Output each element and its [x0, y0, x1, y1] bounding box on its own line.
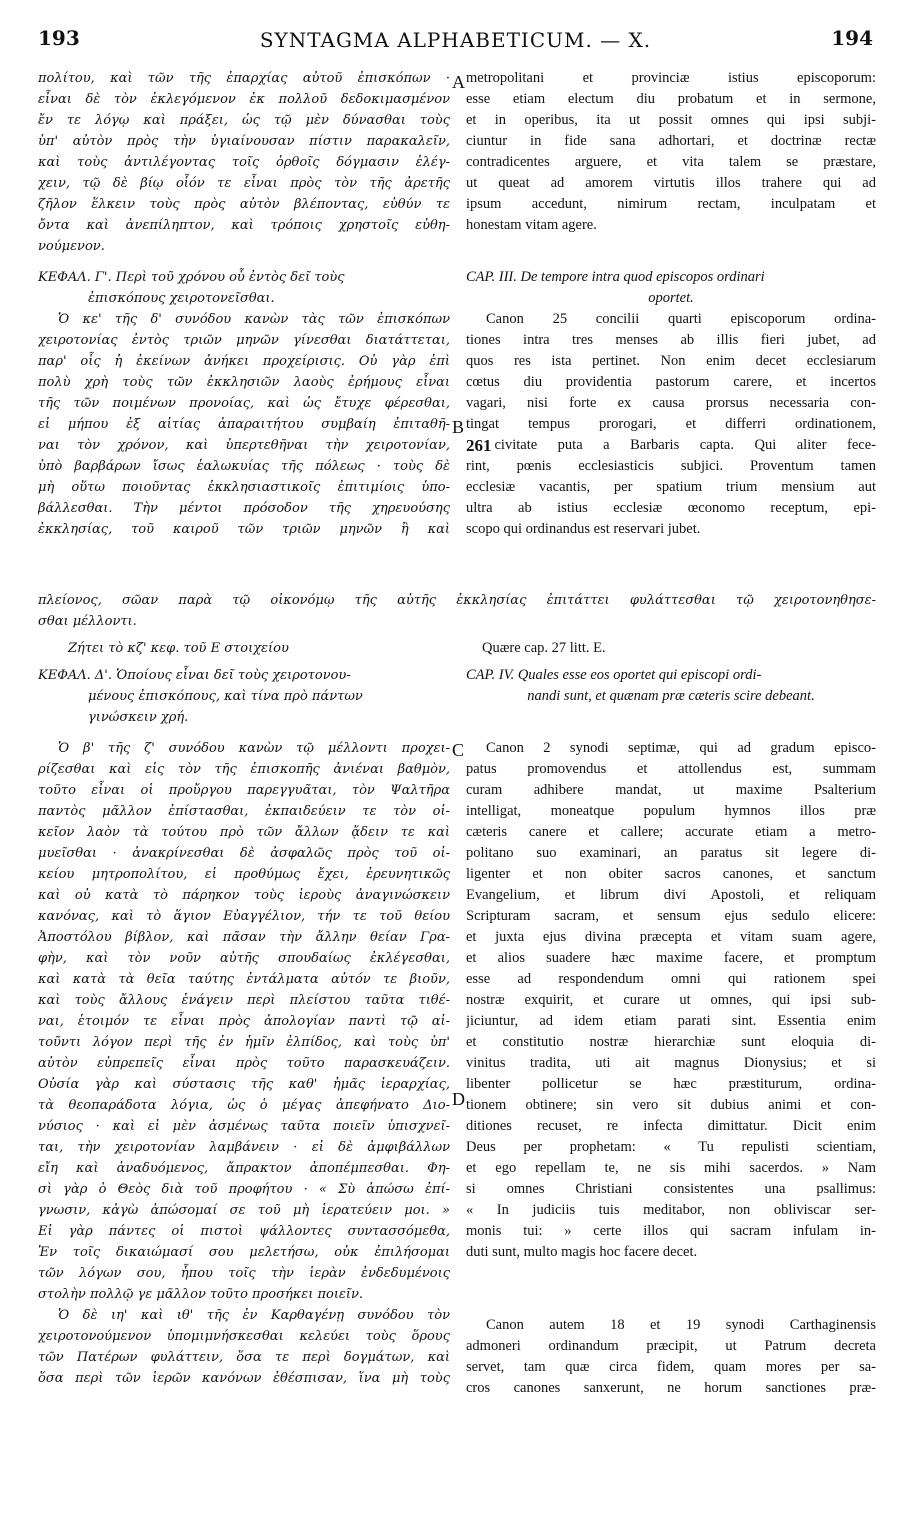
text-line: αὐτὸν εὐπρεπεῖς εἶναι πρὸς τοῦτο παρασκευάζειν. — [38, 1056, 450, 1071]
text-line: ὑπ' αὐτὸν πρὸς τὴν ὑγιαίνουσαν πίστιν παρακαλεῖν, — [38, 134, 450, 149]
chapter-heading-4-latin: CAP. IV. Quales esse eos oportet qui episcopi ordi- — [466, 667, 762, 683]
text-line: Canon 25 concilii quarti episcoporum ordina- — [486, 311, 876, 327]
page-number-left: 193 — [38, 26, 80, 50]
text-line: ναι, ἑτοιμόν τε εἶναι πρὸς ἀπολογίαν παντὶ τῷ αἰ- — [38, 1014, 450, 1029]
text-line: et constitutio nostræ hierarchiæ sunt eloquia di- — [466, 1034, 876, 1050]
text-line: γνωσιν, κἀγὼ ἀπώσομαί σε τοῦ μὴ ἱερατεύειν μοι. » — [38, 1203, 450, 1218]
text-line: admoneri ordinandum præcipit, ut Patrum decreta — [466, 1338, 876, 1354]
text-line: χειροτονίας ἐντὸς τριῶν μηνῶν γίνεσθαι διατάττεται, — [38, 333, 450, 348]
text-line: τοῦτο εἶναι οἱ προὔργου παρεγγυᾶται, τὸν Ψαλτῆρα — [38, 783, 450, 798]
text-line: ut queat ad amorem virtutis illos trahere qui ad — [466, 175, 876, 191]
spanning-text — [38, 590, 876, 632]
text-line: tingat tempus prorogari, et differri ordinationem, — [466, 416, 876, 432]
chapter-heading-3-greek-cont: ἐπισκόπους χειροτονεῖσθαι. — [88, 291, 275, 306]
running-header — [0, 26, 911, 56]
text-line: Deus per prophetam: « Tu repulisti scientiam, — [466, 1139, 876, 1155]
chapter-heading-3-latin: CAP. III. De tempore intra quod episcopos ordinari — [466, 269, 765, 285]
text-line: Ὁ β' τῆς ζ' συνόδου κανὼν τῷ μέλλοντι προχει- — [58, 741, 450, 756]
cross-reference-greek: Ζήτει τὸ κζ' κεφ. τοῦ Ε στοιχείου — [68, 641, 289, 656]
text-line: παντὸς μᾶλλον ἐπίστασθαι, ἐκπαιδεύειν τε τὸν οἰ- — [38, 804, 450, 819]
text-line: et ego repellam te, ne sis mihi sacerdos. » Nam — [466, 1160, 876, 1176]
text-line: Evangelium, et librum divi Apostoli, et reliquam — [466, 887, 876, 903]
text-line: ultra ab istius ecclesiæ œconomo receptum, epi- — [466, 500, 876, 516]
text-line: civitate puta a Barbaris capta. Qui aliter fece- — [494, 437, 876, 453]
text-line: τοῦντι λόγον περὶ τῆς ἐν ἡμῖν ἐλπίδος, καὶ τοὺς ὑπ' — [38, 1035, 450, 1050]
text-line: ὄντα καὶ ἀνεπίληπτον, καὶ τρόποις χρηστοῖς εὐθη- — [38, 218, 450, 233]
text-line: Ἐν τοῖς δικαιώμασί σου μελετήσω, οὐκ ἐπιλήσομαι — [38, 1245, 450, 1260]
chapter-heading-3-greek: ΚΕΦΑΛ. Γ'. Περὶ τοῦ χρόνου οὗ ἐντὸς δεῖ τοὺς — [38, 270, 345, 285]
chapter-heading-4-greek-cont: γινώσκειν χρή. — [88, 710, 189, 725]
text-line-with-marker — [466, 435, 876, 456]
text-line: πολὺ χρὴ τοὺς τῶν ἐκκλησιῶν λαοὺς ἐρήμους εἶναι — [38, 375, 450, 390]
text-line: ἔν τε λόγῳ καὶ πράξει, ὡς τῷ μὲν δύνασθαι τοὺς — [38, 113, 450, 128]
latin-column-lower — [466, 638, 876, 1399]
text-line: καὶ τοὺς ἄλλους ἐνάγειν περὶ πλείστου ταῦτα τιθέ- — [38, 993, 450, 1008]
text-line: τῶν Πατέρων φυλάττειν, ὅσα τε περὶ δογμάτων, καὶ — [38, 1350, 450, 1365]
text-line: politano suo examinari, an paratus sit legere di- — [466, 845, 876, 861]
text-line: cæteris canere et callere; accurate etiam a metro- — [466, 824, 876, 840]
text-line: πλείονος, σῶαν παρὰ τῷ οἰκονόμῳ τῆς αὐτῆς ἐκκλησίας ἐπιτάττει φυλάττεσθαι τῷ χειροτονηθησε- — [38, 593, 876, 608]
text-line: χειν, τῷ δὲ βίῳ οἷόν τε εἶναι πρὸς τὸν τῆς ἀρετῆς — [38, 176, 450, 191]
text-line: tionem obtinere; sin vero sit dubius animi et con- — [466, 1097, 876, 1113]
text-line: vagari, nisi forte ex causa prorsus necessaria con- — [466, 395, 876, 411]
text-line: jiciuntur, ad idem etiam parati sint. Essentia enim — [466, 1013, 876, 1029]
text-line: nostræ exquirit, et curare ut omnes, qui ipsi sub- — [466, 992, 876, 1008]
text-line: μυεῖσθαι · ἀνακρίνεσθαι δὲ ἀσφαλῶς πρὸς τοῦ οἰ- — [38, 846, 450, 861]
text-line: ipsum accedunt, nimirum rectam, inculpatam et — [466, 196, 876, 212]
text-line: et juxta ejus divina præcepta et vitam suam agere, — [466, 929, 876, 945]
margin-letter-b: B — [452, 417, 465, 437]
text-line: esse etiam electum diu probatum et in sermone, — [466, 91, 876, 107]
chapter-heading-4-latin-cont: nandi sunt, et quænam præ cæteris scire debeant. — [527, 688, 815, 704]
text-line: σὶ γὰρ ὁ Θεὸς διὰ τοῦ προφήτου · « Σὺ ἀπώσω ἐπί- — [38, 1182, 450, 1197]
text-line: cœtus diu providentia pastorum carere, et incertos — [466, 374, 876, 390]
text-line: Ὁ κε' τῆς δ' συνόδου κανὼν τὰς τῶν ἐπισκόπων — [58, 312, 450, 327]
margin-letter-d: D — [452, 1089, 465, 1109]
text-line: quos res ista pertinet. Non enim decet ecclesiarum — [466, 353, 876, 369]
text-line: κείου μητροπολίτου, εἰ προθύμως ἔχει, ἐρευνητικῶς — [38, 867, 450, 882]
text-line: χειροτονούμενον ὑπομιμνήσκεσθαι κελεύει τοὺς ὅρους — [38, 1329, 450, 1344]
text-line: contradicentes arguere, et vita talem se præstare, — [466, 154, 876, 170]
text-line: τῆς τῶν ποιμένων προνοίας, καὶ ὡς ἔτυχε φέρεσθαι, — [38, 396, 450, 411]
text-line: παρ' οἷς ἡ ἐκείνων ἀνήκει προχείρισις. Οὐ γὰρ ἐπὶ — [38, 354, 450, 369]
text-line: patus promovendus et attollendus est, summam — [466, 761, 876, 777]
text-line: servet, tam quæ circa fidem, quam mores per sa- — [466, 1359, 876, 1375]
text-line: Οὐσία γὰρ καὶ σύστασις τῆς καθ' ἡμᾶς ἱεραρχίας, — [38, 1077, 450, 1092]
text-line: scopo qui ordinandus est reservari jubet. — [466, 521, 701, 537]
text-line: ὅσα περὶ τῶν ἱερῶν κανόνων ἐθέσπισαν, ἵνα μὴ τοὺς — [38, 1371, 450, 1386]
text-line: εἴη καὶ ἀναδυόμενος, ἄπρακτον ἀποπέμπεσθαι. Φη- — [38, 1161, 450, 1176]
text-line: rint, pœnis ecclesiasticis subjici. Proventum tamen — [466, 458, 876, 474]
text-line: intelligat, moneatque populum hymnos illos præ — [466, 803, 876, 819]
text-line: Scripturam sacram, et sensum ejus sedulo elicere: — [466, 908, 876, 924]
chapter-heading-4-greek-cont: μένους ἐπισκόπους, καὶ τίνα πρὸ πάντων — [88, 689, 363, 704]
greek-column-upper — [38, 68, 450, 540]
text-line: καὶ κατὰ τὰ θεῖα ταύτης ἐντάλματα αὐτόν τε βιοῦν, — [38, 972, 450, 987]
text-line: τὰ θεοπαράδοτα λόγια, ὡς ὁ μέγας ἀπεφήνατο Διο- — [38, 1098, 450, 1113]
text-line: σθαι μέλλοντι. — [38, 614, 137, 629]
text-line: « In judiciis tuis meditabor, non obliviscar ser- — [466, 1202, 876, 1218]
page-marker-261: 261 — [466, 436, 492, 455]
text-line: στολὴν πολλῷ γε μᾶλλον τοῦτο προσήκει ποιεῖν. — [38, 1287, 364, 1302]
text-line: cros canones sanxerunt, ne horum sanctiones præ- — [466, 1380, 876, 1396]
text-line: κανόνας, καὶ τὸ ἅγιον Εὐαγγέλιον, τήν τε τοῦ θείου — [38, 909, 450, 924]
text-line: tiones intra tres menses ab illis fieri jubet, ad — [466, 332, 876, 348]
text-line: ρίζεσθαι καὶ εἰς τὸν τῆς ἐπισκοπῆς ἀνιέναι βαθμὸν, — [38, 762, 450, 777]
text-line: ζῆλον ἕλκειν τοὺς πρὸς αὐτὸν βλέποντας, εὐθύν τε — [38, 197, 450, 212]
text-line: et in operibus, ita ut possit omnes qui ipsi subji- — [466, 112, 876, 128]
running-title: SYNTAGMA ALPHABETICUM. — X. — [259, 28, 652, 52]
text-line: νούμενον. — [38, 239, 105, 254]
margin-letter-c: C — [452, 740, 465, 760]
text-line: πολίτου, καὶ τῶν τῆς ἐπαρχίας αὐτοῦ ἐπισκόπων · — [38, 71, 450, 86]
text-line: duti sunt, multo magis hoc facere decet. — [466, 1244, 698, 1260]
text-line: vinitus tradita, uti ait magnus Dionysius; et si — [466, 1055, 876, 1071]
text-line: καὶ οὐ κατὰ τὸ πάρηκον τοὺς ἱεροὺς ἀναγινώσκειν — [38, 888, 450, 903]
text-line: ναι τὸν χρόνον, καὶ ὑπερτεθῆναι τὴν χειροτονίαν, — [38, 438, 450, 453]
chapter-heading-3-latin-cont: oportet. — [648, 290, 694, 306]
text-line: Canon autem 18 et 19 synodi Carthaginensis — [486, 1317, 876, 1333]
text-line: monis tui: » certe illos qui sacram infulam in- — [466, 1223, 876, 1239]
text-line: libenter pollicetur se hæc præstiturum, ordina- — [466, 1076, 876, 1092]
text-line: ἐκκλησίας, τοῦ καιροῦ τῶν τριῶν μηνῶν ἢ καὶ — [38, 522, 450, 537]
latin-column-upper — [466, 68, 876, 540]
text-line: metropolitani et provinciæ istius episcoporum: — [466, 70, 876, 86]
text-line: si omnes Christiani consistentes una psallimus: — [466, 1181, 876, 1197]
text-line: βάλλεσθαι. Τὴν μέντοι πρόσοδον τῆς χηρευούσης — [38, 501, 450, 516]
text-line: φὴν, καὶ τὸν νοῦν αὐτῆς σπουδαίως ἐκλέγεσθαι, — [38, 951, 450, 966]
margin-letter-a: A — [452, 72, 465, 92]
text-line: νύσιος · καὶ εἰ μὲν ἀσμένως ταῦτα ποιεῖν ὑπισχνεῖ- — [38, 1119, 450, 1134]
text-line: καὶ τοὺς ἀντιλέγοντας τοῖς ὀρθοῖς δόγμασιν ἐλέγ- — [38, 155, 450, 170]
text-line: Εἰ γὰρ πάντες οἱ πιστοὶ ψάλλοντες συντασσόμεθα, — [38, 1224, 450, 1239]
chapter-heading-4-greek: ΚΕΦΑΛ. Δ'. Ὁποίους εἶναι δεῖ τοὺς χειροτονου- — [38, 668, 351, 683]
text-line: et alios suadere hæc maxime facere, et promptum — [466, 950, 876, 966]
cross-reference-latin: Quære cap. 27 litt. E. — [482, 640, 606, 656]
text-line: ditiones recuset, re infecta dimittatur. Dicit enim — [466, 1118, 876, 1134]
text-line: ται, τὴν χειροτονίαν λαμβάνειν · εἰ δὲ ἀμφιβάλλων — [38, 1140, 450, 1155]
text-line: ecclesiæ vacantis, per spatium trium mensium aut — [466, 479, 876, 495]
text-line: εἶναι δὲ τὸν ἐκλεγόμενον ἐκ πολλοῦ δεδοκιμασμένον — [38, 92, 450, 107]
text-line: honestam vitam agere. — [466, 217, 597, 233]
text-line: esse ad respondendum omni qui rationem spei — [466, 971, 876, 987]
text-line: ligenter et non obiter sacros canones, et sanctum — [466, 866, 876, 882]
text-line: κεῖον λαὸν τὰ τούτου πρὸ τῶν ἄλλων ᾄδειν τε καὶ — [38, 825, 450, 840]
text-line: εἰ μήπου ἐξ αἰτίας ἀπαραιτήτου συμβαίη ἐπιταθῆ- — [38, 417, 450, 432]
greek-column-lower — [38, 638, 450, 1389]
text-line: Ὁ δὲ ιη' καὶ ιθ' τῆς ἐν Καρθαγένῃ συνόδου τὸν — [58, 1308, 450, 1323]
text-line: Ἀποστόλου βίβλον, καὶ πᾶσαν τὴν ἄλλην θείαν Γρα- — [38, 930, 450, 945]
page-number-right: 194 — [831, 26, 873, 50]
text-line: ciuntur in fide sana adhortari, et doctrinæ rectæ — [466, 133, 876, 149]
text-line: curam adhibere mandat, ut maxime Psalterium — [466, 782, 876, 798]
text-line: τῶν λόγων σου, ἧπου τοῖς τὴν ἱερὰν ἐνδεδυμένοις — [38, 1266, 450, 1281]
text-line: μὴ οὕτω ποιοῦντας ἐκκλησιαστικοῖς ἐπιτιμίοις ὑπο- — [38, 480, 450, 495]
text-line: ὑπὸ βαρβάρων ἴσως ἑαλωκυίας τῆς πόλεως · τοὺς δὲ — [38, 459, 450, 474]
text-line: Canon 2 synodi septimæ, qui ad gradum episco- — [486, 740, 876, 756]
